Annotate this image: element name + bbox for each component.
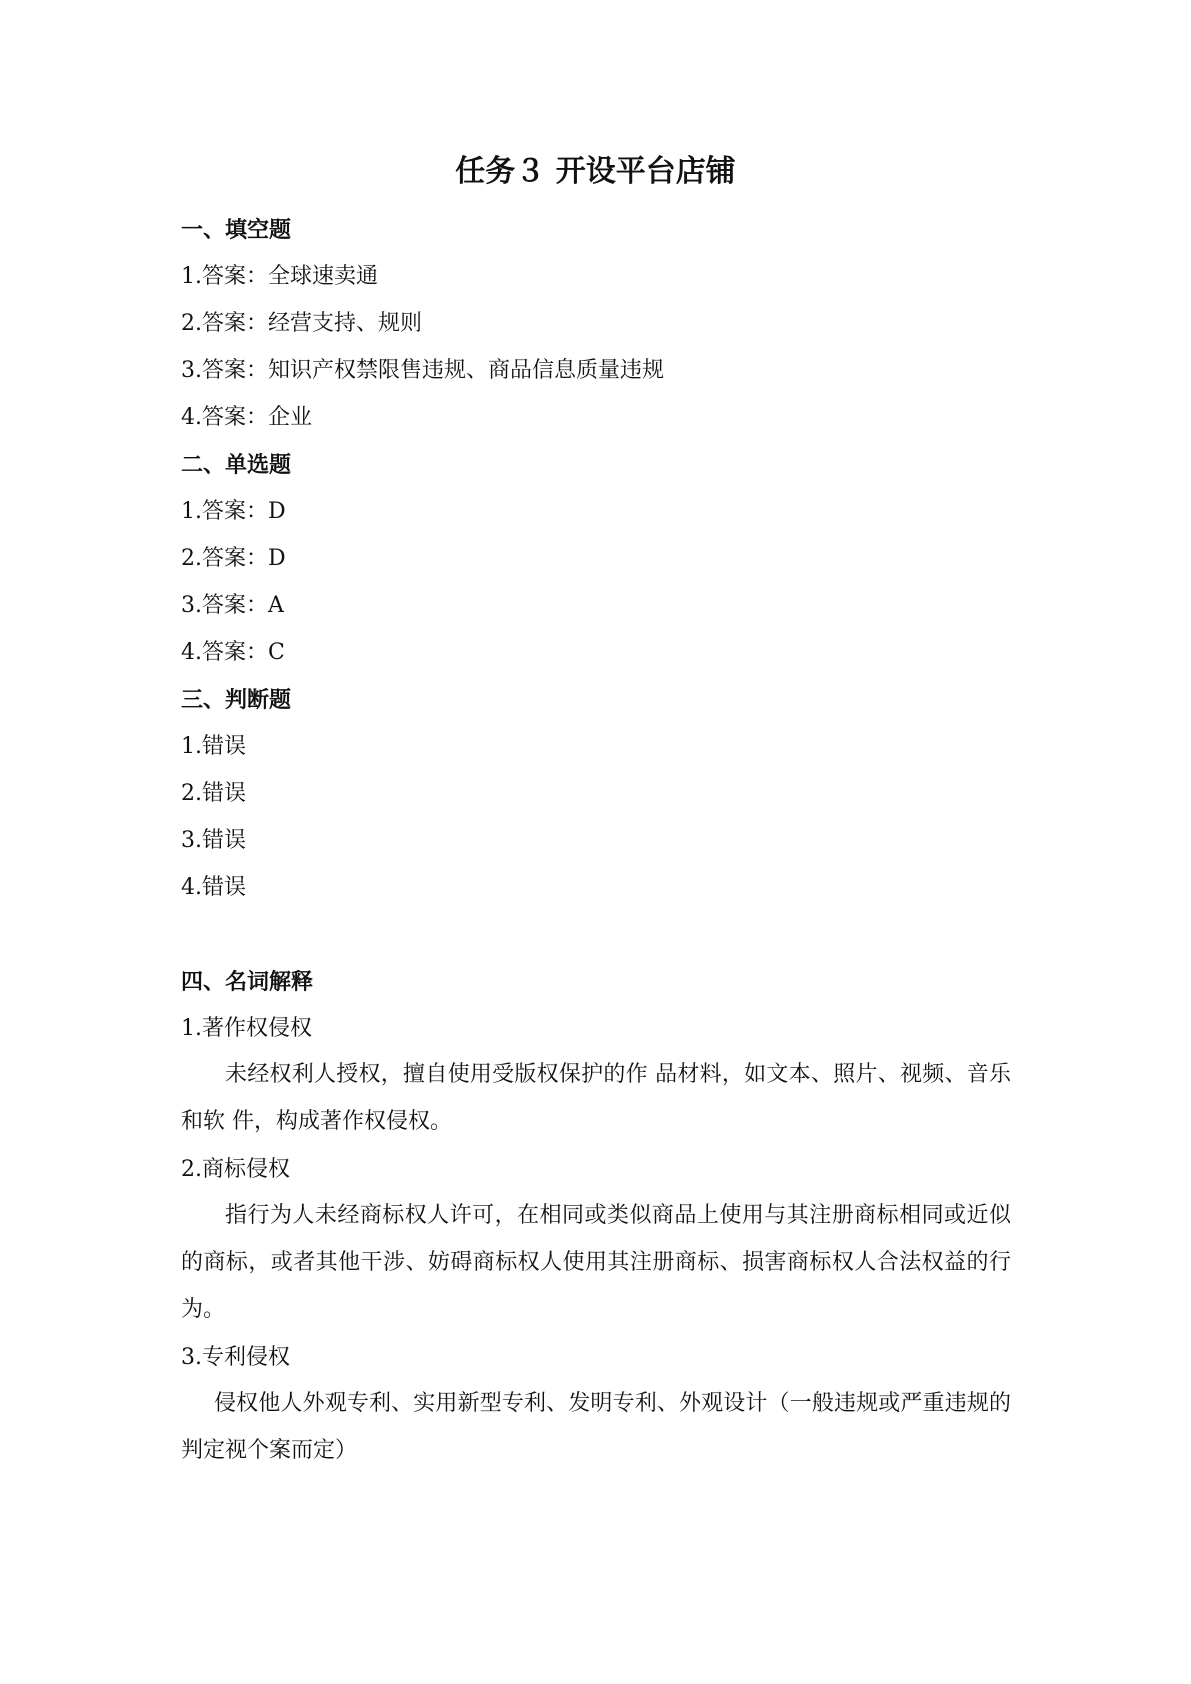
document-body — [181, 212, 1011, 1481]
blank-line — [181, 917, 1011, 964]
answer-line: 1.答案：全球速卖通 — [181, 264, 378, 289]
answer-line: 3.答案：知识产权禁限售违规、商品信息质量违规 — [181, 358, 664, 383]
answer-line: 4.答案：企业 — [181, 405, 312, 430]
answer-line: 2.答案：经营支持、规则 — [181, 311, 422, 336]
term-definition: 侵权他人外观专利、实用新型专利、发明专利、外观设计（一般违规或严重违规的判定视个案而定） — [181, 1391, 1011, 1463]
answer-line: 1.答案：D — [181, 499, 286, 524]
page-title: 任务３ 开设平台店铺 — [455, 154, 736, 189]
term-definition: 指行为人未经商标权人许可，在相同或类似商品上使用与其注册商标相同或近似的商标，或者其他干涉、妨碍商标权人使用其注册商标、损害商标权人合法权益的行为。 — [181, 1203, 1011, 1322]
section-heading-term-explanation: 四、名词解释 — [181, 969, 314, 995]
answer-line: 4.错误 — [181, 875, 246, 900]
term-title: 2.商标侵权 — [181, 1157, 290, 1182]
section-heading-true-false: 三、判断题 — [181, 687, 292, 713]
answer-line: 3.答案：A — [181, 593, 284, 618]
section-heading-single-choice: 二、单选题 — [181, 452, 292, 478]
term-title: 1.著作权侵权 — [181, 1016, 312, 1041]
section-heading-fill-blank: 一、填空题 — [181, 217, 292, 243]
answer-line: 3.错误 — [181, 828, 246, 853]
answer-line: 2.答案：D — [181, 546, 286, 571]
answer-line: 2.错误 — [181, 781, 246, 806]
term-definition: 未经权利人授权，擅自使用受版权保护的作 品材料，如文本、照片、视频、音乐和软 件，构成著作权侵权。 — [181, 1062, 1011, 1134]
answer-line: 1.错误 — [181, 734, 246, 759]
term-title: 3.专利侵权 — [181, 1345, 290, 1370]
answer-line: 4.答案：C — [181, 640, 285, 665]
